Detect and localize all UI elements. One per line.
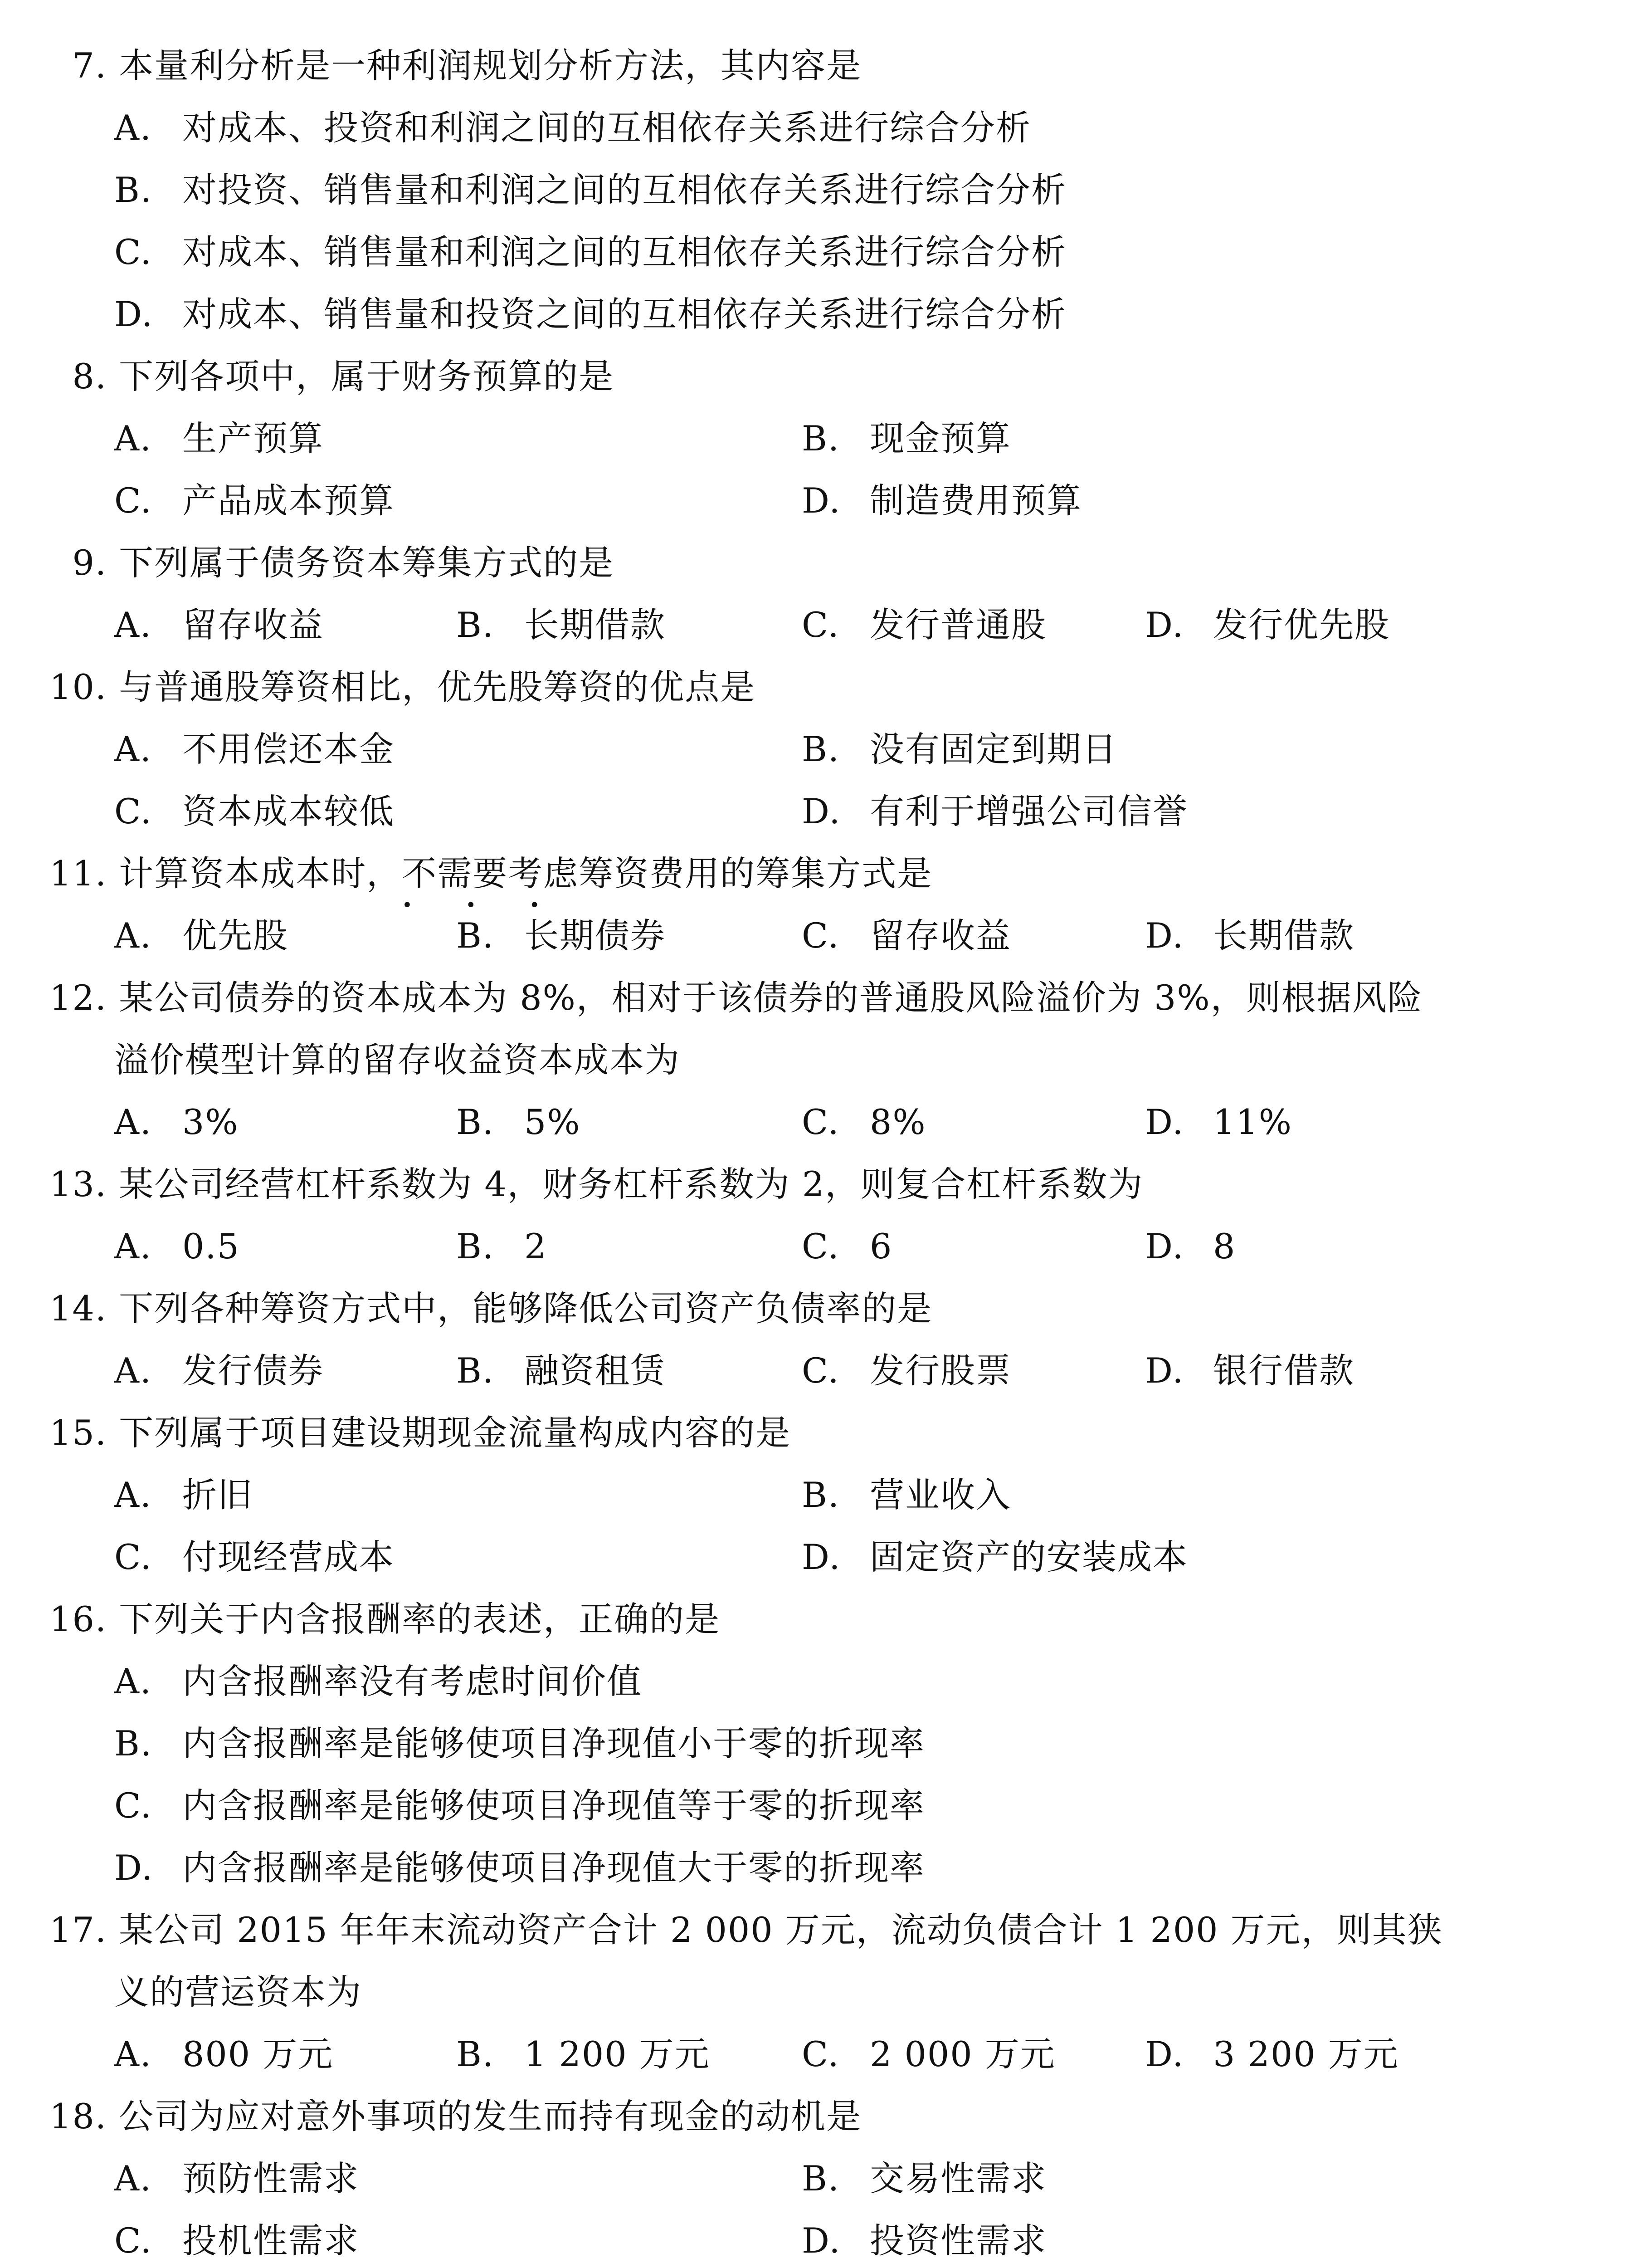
option-letter: D. (802, 480, 841, 521)
option-letter: C. (802, 2034, 840, 2074)
question-14-option-b (456, 1348, 666, 1393)
option-text: 资本成本较低 (182, 791, 395, 831)
option-text: 付现经营成本 (182, 1537, 395, 1577)
option-letter: A. (114, 915, 152, 956)
option-text: 有利于增强公司信誉 (870, 791, 1188, 831)
question-7-option-b (114, 167, 1067, 213)
question-11-option-b (456, 913, 666, 958)
question-text: 某公司债券的资本成本为 8%，相对于该债券的普通股风险溢价为 3%，则根据风险 (119, 978, 1423, 1018)
emphasized-words: 不需要 (402, 853, 508, 894)
question-text: 义的营运资本为 (114, 1972, 362, 2012)
option-text: 留存收益 (182, 605, 324, 645)
option-letter: A. (114, 1475, 152, 1515)
question-13-option-c (802, 1224, 892, 1269)
option-text: 2 (524, 1226, 547, 1266)
option-text: 营业收入 (870, 1475, 1011, 1515)
question-text: 与普通股筹资相比，优先股筹资的优点是 (119, 667, 756, 707)
question-11-option-d (1145, 913, 1355, 958)
question-14-stem (34, 1286, 932, 1331)
question-11-option-a (114, 913, 288, 958)
question-16-option-d (114, 1845, 925, 1891)
option-letter: D. (802, 791, 841, 831)
option-text: 制造费用预算 (870, 480, 1082, 521)
question-text: 下列属于项目建设期现金流量构成内容的是 (119, 1413, 791, 1453)
question-text-before: 计算资本成本时， (119, 853, 402, 894)
question-7-option-c (114, 230, 1067, 275)
option-text: 对成本、销售量和投资之间的互相依存关系进行综合分析 (182, 294, 1067, 334)
option-letter: A. (114, 729, 152, 769)
question-8-option-a (114, 416, 324, 461)
emphasized-text (402, 853, 564, 916)
question-8-option-c (114, 478, 395, 523)
question-text: 下列各项中，属于财务预算的是 (119, 356, 614, 396)
option-letter: A. (114, 2158, 152, 2199)
question-9-option-a (114, 602, 324, 648)
emphasis-dots: • • • (402, 895, 564, 916)
option-text: 8% (870, 1102, 926, 1142)
option-text: 1 200 万元 (524, 2034, 710, 2074)
option-text: 优先股 (182, 915, 288, 956)
option-letter: C. (114, 1785, 152, 1826)
option-letter: C. (114, 2220, 152, 2261)
option-letter: C. (802, 1350, 840, 1391)
question-13-option-d (1145, 1224, 1236, 1269)
question-7-option-a (114, 105, 1031, 151)
question-13-option-a (114, 1224, 240, 1269)
question-12-option-d (1145, 1100, 1292, 1145)
option-letter: A. (114, 418, 152, 459)
option-letter: A. (114, 2034, 152, 2074)
option-letter: B. (456, 1226, 495, 1266)
question-17-option-d (1145, 2032, 1399, 2077)
question-14-option-c (802, 1348, 1011, 1393)
option-letter: A. (114, 108, 152, 148)
option-letter: D. (114, 294, 154, 334)
question-number: 9. (72, 543, 107, 583)
question-number: 16. (49, 1599, 107, 1639)
option-letter: A. (114, 1350, 152, 1391)
question-text: 公司为应对意外事项的发生而持有现金的动机是 (119, 2096, 862, 2136)
question-15-option-a (114, 1472, 253, 1518)
option-letter: A. (114, 1102, 152, 1142)
question-number: 13. (49, 1164, 107, 1204)
option-letter: B. (114, 1723, 153, 1764)
question-17-option-c (802, 2032, 1056, 2077)
option-text: 内含报酬率是能够使项目净现值小于零的折现率 (182, 1723, 925, 1764)
question-15-option-d (802, 1535, 1188, 1580)
question-16-stem (34, 1597, 720, 1642)
option-letter: B. (456, 1350, 495, 1391)
question-12-option-a (114, 1100, 239, 1145)
option-letter: B. (802, 2158, 840, 2199)
option-text: 长期债券 (524, 915, 666, 956)
question-text-after: 考虑筹资费用的筹集方式是 (508, 853, 933, 894)
question-16-option-a (114, 1659, 642, 1704)
option-letter: B. (802, 1475, 840, 1515)
question-15-stem (34, 1410, 791, 1456)
option-letter: C. (802, 1102, 840, 1142)
question-11-option-c (802, 913, 1011, 958)
option-letter: C. (114, 232, 152, 272)
option-text: 折旧 (182, 1475, 253, 1515)
question-text: 溢价模型计算的留存收益资本成本为 (114, 1040, 680, 1080)
option-text: 对成本、投资和利润之间的互相依存关系进行综合分析 (182, 108, 1031, 148)
question-9-option-d (1145, 602, 1390, 648)
option-text: 发行优先股 (1213, 605, 1390, 645)
question-number: 12. (49, 978, 107, 1018)
question-text: 下列关于内含报酬率的表述，正确的是 (119, 1599, 721, 1639)
question-10-option-a (114, 727, 395, 772)
option-text: 内含报酬率是能够使项目净现值大于零的折现率 (182, 1848, 925, 1888)
option-letter: C. (802, 915, 840, 956)
option-letter: B. (802, 418, 840, 459)
option-letter: D. (114, 1848, 154, 1888)
option-text: 长期借款 (524, 605, 666, 645)
question-15-option-b (802, 1472, 1011, 1518)
option-text: 2 000 万元 (870, 2034, 1056, 2074)
option-letter: A. (114, 1226, 152, 1266)
option-text: 发行普通股 (870, 605, 1047, 645)
question-18-option-b (802, 2156, 1047, 2201)
option-letter: D. (1145, 2034, 1184, 2074)
option-letter: B. (456, 605, 495, 645)
option-text: 内含报酬率没有考虑时间价值 (182, 1661, 642, 1701)
option-text: 交易性需求 (870, 2158, 1047, 2199)
option-text: 银行借款 (1213, 1350, 1355, 1391)
question-9-stem (44, 540, 614, 586)
option-letter: A. (114, 1661, 152, 1701)
option-letter: B. (456, 915, 495, 956)
question-number: 8. (72, 356, 107, 396)
question-11-stem (34, 851, 933, 916)
option-text: 8 (1213, 1226, 1236, 1266)
question-number: 7. (72, 45, 107, 86)
option-text: 0.5 (182, 1226, 240, 1266)
option-text: 发行股票 (870, 1350, 1011, 1391)
question-14-option-a (114, 1348, 324, 1393)
question-12-option-c (802, 1100, 926, 1145)
option-letter: C. (114, 480, 152, 521)
question-13-stem (34, 1162, 1143, 1207)
option-text: 不用偿还本金 (182, 729, 395, 769)
option-letter: D. (1145, 915, 1184, 956)
option-letter: D. (1145, 605, 1184, 645)
question-number: 10. (49, 667, 107, 707)
option-text: 投机性需求 (182, 2220, 359, 2261)
option-text: 预防性需求 (182, 2158, 359, 2199)
question-8-stem (44, 354, 614, 399)
question-7-option-d (114, 292, 1067, 337)
option-letter: B. (456, 2034, 495, 2074)
question-9-option-b (456, 602, 666, 648)
option-letter: B. (114, 170, 153, 210)
question-text: 本量利分析是一种利润规划分析方法，其内容是 (119, 45, 862, 86)
question-text: 某公司经营杠杆系数为 4，财务杠杆系数为 2，则复合杠杆系数为 (119, 1164, 1144, 1204)
question-number: 18. (49, 2096, 107, 2136)
option-text: 11% (1213, 1102, 1292, 1142)
question-12-option-b (456, 1100, 581, 1145)
question-18-option-d (802, 2218, 1047, 2263)
option-letter: D. (802, 2220, 841, 2261)
option-text: 产品成本预算 (182, 480, 395, 521)
question-17-stem-continued (114, 1970, 362, 2015)
option-text: 发行债券 (182, 1350, 324, 1391)
option-text: 对成本、销售量和利润之间的互相依存关系进行综合分析 (182, 232, 1067, 272)
question-8-option-b (802, 416, 1011, 461)
question-16-option-b (114, 1721, 925, 1766)
question-number: 17. (49, 1910, 107, 1950)
question-10-option-b (802, 727, 1117, 772)
question-9-option-c (802, 602, 1047, 648)
option-text: 800 万元 (182, 2034, 334, 2074)
question-17-option-b (456, 2032, 710, 2077)
question-12-stem-continued (114, 1037, 680, 1083)
option-text: 6 (870, 1226, 893, 1266)
option-text: 投资性需求 (870, 2220, 1047, 2261)
option-letter: D. (1145, 1102, 1184, 1142)
option-letter: B. (456, 1102, 495, 1142)
question-18-stem (34, 2094, 862, 2139)
option-text: 对投资、销售量和利润之间的互相依存关系进行综合分析 (182, 170, 1067, 210)
option-letter: D. (802, 1537, 841, 1577)
question-13-option-b (456, 1224, 547, 1269)
option-letter: B. (802, 729, 840, 769)
option-text: 现金预算 (870, 418, 1011, 459)
question-17-option-a (114, 2032, 333, 2077)
question-8-option-d (802, 478, 1082, 523)
option-text: 内含报酬率是能够使项目净现值等于零的折现率 (182, 1785, 925, 1826)
question-number: 11. (49, 853, 107, 894)
option-letter: D. (1145, 1350, 1184, 1391)
option-text: 长期借款 (1213, 915, 1355, 956)
option-text: 3 200 万元 (1213, 2034, 1399, 2074)
question-14-option-d (1145, 1348, 1355, 1393)
question-10-option-d (802, 789, 1188, 834)
question-10-stem (34, 665, 755, 710)
question-17-stem (34, 1907, 1443, 1953)
option-letter: C. (802, 605, 840, 645)
question-text: 下列各种筹资方式中，能够降低公司资产负债率的是 (119, 1288, 933, 1329)
option-text: 生产预算 (182, 418, 324, 459)
option-text: 5% (524, 1102, 581, 1142)
option-letter: C. (114, 1537, 152, 1577)
option-letter: A. (114, 605, 152, 645)
option-text: 3% (182, 1102, 239, 1142)
question-text: 某公司 2015 年年末流动资产合计 2 000 万元，流动负债合计 1 200 万元，则其狭 (119, 1910, 1443, 1950)
option-letter: D. (1145, 1226, 1184, 1266)
question-16-option-c (114, 1783, 925, 1828)
option-letter: C. (802, 1226, 840, 1266)
option-text: 融资租赁 (524, 1350, 666, 1391)
question-7-stem (44, 43, 862, 88)
question-number: 15. (49, 1413, 107, 1453)
question-12-stem (34, 975, 1423, 1021)
question-18-option-c (114, 2218, 359, 2263)
option-letter: C. (114, 791, 152, 831)
question-text: 下列属于债务资本筹集方式的是 (119, 543, 614, 583)
question-15-option-c (114, 1535, 395, 1580)
question-number: 14. (49, 1288, 107, 1329)
option-text: 留存收益 (870, 915, 1011, 956)
question-18-option-a (114, 2156, 359, 2201)
question-10-option-c (114, 789, 395, 834)
option-text: 固定资产的安装成本 (870, 1537, 1188, 1577)
option-text: 没有固定到期日 (870, 729, 1117, 769)
